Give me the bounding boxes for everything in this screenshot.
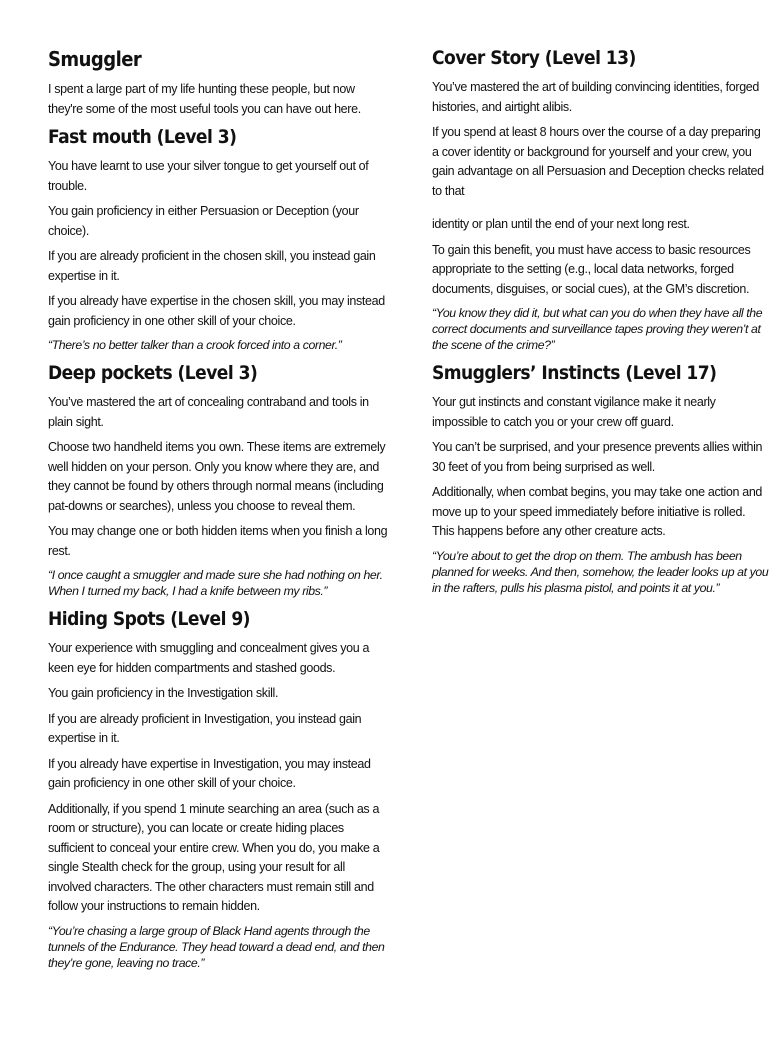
page-title: Smuggler (48, 47, 142, 71)
paragraph: Additionally, if you spend 1 minute searching an area (such as a room or structure), you can locate or create hiding places sufficient to conceal your entire crew. When you do, you make a single Stealth check for the group, using your result for all involved characters. The other characters must remain still and follow your instructions to remain hidden. (48, 801, 380, 913)
section-heading-hiding-spots: Hiding Spots (Level 9) (48, 608, 250, 630)
paragraph: If you are already proficient in the chosen skill, you instead gain expertise in it. (48, 249, 376, 283)
flavor-quote: “There’s no better talker than a crook forced into a corner.” (48, 338, 342, 352)
paragraph: identity or plan until the end of your next long rest. (432, 217, 690, 231)
flavor-quote: “You know they did it, but what can you do when they have all the correct documents and surveillance tapes proving they weren’t at the scene of the crime?” (432, 306, 763, 352)
paragraph: Your gut instincts and constant vigilance make it nearly impossible to catch you or your crew off guard. (432, 395, 716, 429)
flavor-quote: “You’re chasing a large group of Black Hand agents through the tunnels of the Endurance. They head toward a dead end, and then they’re gone, leaving no trace.” (48, 923, 385, 970)
paragraph: You can’t be surprised, and your presence prevents allies within 30 feet of you from being surprised as well. (432, 440, 763, 474)
intro-paragraph: I spent a large part of my life hunting these people, but now they're some of the most useful tools you can have out here. (48, 82, 361, 116)
paragraph: You gain proficiency in the Investigation skill. (48, 686, 279, 700)
paragraph: If you already have expertise in Investigation, you may instead gain proficiency in one other skill of your choice. (48, 756, 371, 790)
paragraph: If you are already proficient in Investigation, you instead gain expertise in it. (48, 711, 362, 745)
paragraph: You gain proficiency in either Persuasion or Deception (your choice). (48, 204, 359, 238)
section-heading-smugglers-instincts: Smugglers’ Instincts (Level 17) (432, 362, 717, 384)
section-heading-cover-story: Cover Story (Level 13) (432, 47, 636, 69)
paragraph: You’ve mastered the art of building convincing identities, forged histories, and airtight alibis. (432, 80, 760, 114)
section-heading-fast-mouth: Fast mouth (Level 3) (48, 126, 237, 148)
paragraph: You have learnt to use your silver tongue to get yourself out of trouble. (48, 159, 369, 193)
paragraph: If you already have expertise in the chosen skill, you may instead gain proficiency in one other skill of your choice. (48, 294, 385, 328)
left-column (48, 46, 388, 979)
paragraph: Choose two handheld items you own. These items are extremely well hidden on your person. Only you know where they are, and they cannot be found by others through normal means (including pat-downs or searches), unless you choose to reveal them. (48, 440, 386, 513)
right-column (432, 46, 770, 604)
section-heading-deep-pockets: Deep pockets (Level 3) (48, 362, 258, 384)
flavor-quote: “I once caught a smuggler and made sure she had nothing on her. When I turned my back, I had a knife between my ribs.” (48, 568, 383, 598)
flavor-quote: “You’re about to get the drop on them. The ambush has been planned for weeks. And then, somehow, the leader looks up at you in the rafters, pulls his plasma pistol, and points it at you.” (432, 548, 769, 595)
paragraph: You’ve mastered the art of concealing contraband and tools in plain sight. (48, 395, 369, 429)
paragraph: If you spend at least 8 hours over the course of a day preparing a cover identity or background for yourself and your crew, you gain advantage on all Persuasion and Deception checks related to that (432, 125, 764, 198)
paragraph: You may change one or both hidden items when you finish a long rest. (48, 524, 388, 558)
paragraph: Your experience with smuggling and concealment gives you a keen eye for hidden compartments and stashed goods. (48, 641, 370, 675)
paragraph: To gain this benefit, you must have access to basic resources appropriate to the setting (e.g., local data networks, forged documents, disguises, or social cues), at the GM’s discretion. (432, 242, 751, 296)
paragraph: Additionally, when combat begins, you may take one action and move up to your speed immediately before initiative is rolled. This happens before any other creature acts. (432, 485, 763, 538)
